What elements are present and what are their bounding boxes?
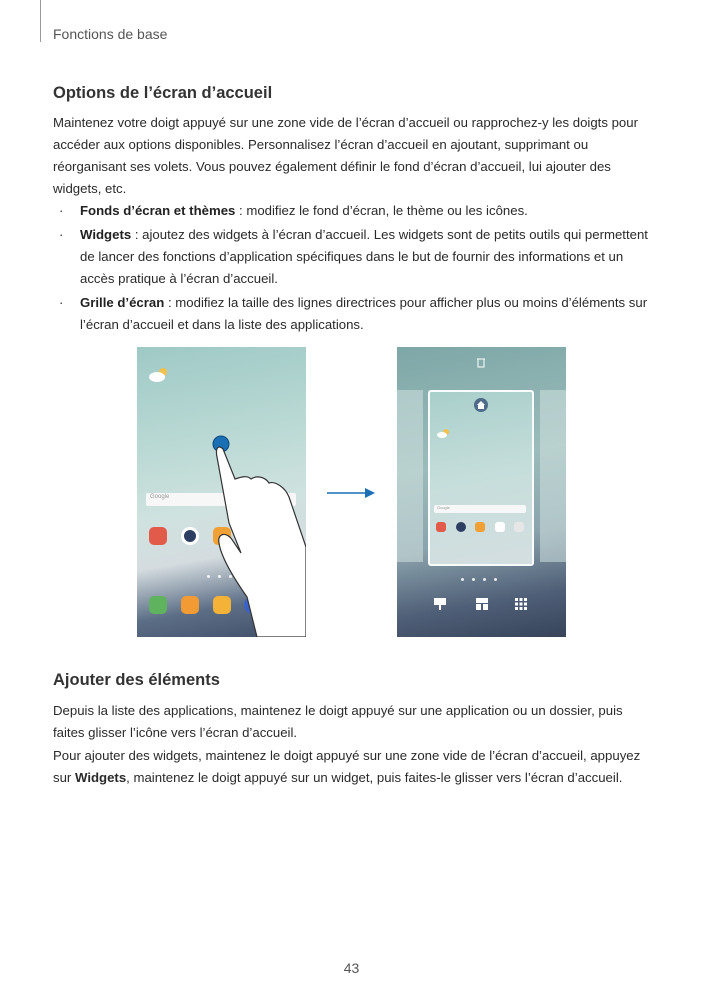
left-panel-preview bbox=[397, 390, 423, 562]
add-items-paragraph-1: Depuis la liste des applications, maintenez le doigt appuyé sur une application ou un dossier, puis faites glisser l’icône vers l’écran d’accueil. bbox=[53, 703, 623, 740]
email-app-icon bbox=[436, 522, 446, 532]
bullet-dot: · bbox=[59, 295, 64, 310]
folder-icon bbox=[514, 522, 524, 532]
list-item-widgets bbox=[53, 224, 653, 290]
section-title-home-options: Options de l’écran d’accueil bbox=[53, 84, 273, 102]
trash-icon bbox=[476, 356, 486, 368]
widgets-term: Widgets bbox=[74, 770, 127, 785]
app-row bbox=[436, 522, 524, 532]
widgets-option-icon[interactable] bbox=[475, 597, 489, 611]
search-bar-label: Google bbox=[437, 505, 450, 510]
paragraph-text: Pour ajouter des widgets, maintenez le doigt appuyé sur une zone vide de l’écran d’accueil, appuyez sur bbox=[53, 748, 641, 785]
list-item-wallpapers bbox=[53, 200, 653, 222]
bullet-text: : modifiez le fond d’écran, le thème ou les icônes. bbox=[235, 203, 528, 218]
add-items-paragraph-2 bbox=[53, 745, 653, 789]
home-edit-illustration bbox=[397, 347, 566, 637]
bullet-text: : ajoutez des widgets à l’écran d’accueil. Les widgets sont de petits outils qui permettent de lancer des fonctions d’application spécifiques dans le but de fournir des informations et un accès pratique à l’écran d’accueil. bbox=[80, 227, 648, 286]
wallpapers-option-icon[interactable] bbox=[433, 597, 447, 611]
bullet-term: Grille d’écran bbox=[80, 295, 165, 310]
section-title-add-items: Ajouter des éléments bbox=[53, 671, 220, 689]
bullet-dot: · bbox=[59, 227, 64, 242]
chapter-title: Fonctions de base bbox=[53, 26, 168, 42]
home-icon bbox=[474, 398, 488, 412]
bullet-term: Fonds d’écran et thèmes bbox=[80, 203, 236, 218]
paragraph-text: , maintenez le doigt appuyé sur un widget, puis faites-le glisser vers l’écran d’accueil. bbox=[126, 770, 623, 785]
bullet-term: Widgets bbox=[80, 227, 132, 242]
search-bar bbox=[434, 505, 526, 513]
camera-app-icon bbox=[456, 522, 466, 532]
panel-preview bbox=[428, 390, 534, 566]
bullet-dot: · bbox=[59, 203, 64, 218]
search-bar-label: Google bbox=[150, 494, 170, 500]
hand-pointer-icon bbox=[137, 347, 306, 637]
bullet-text: : modifiez la taille des lignes directrices pour afficher plus ou moins d’éléments sur l’écran d’accueil et dans la liste des applications. bbox=[80, 295, 648, 332]
page-indicator bbox=[461, 578, 497, 581]
galaxy-apps-icon bbox=[475, 522, 485, 532]
play-store-icon bbox=[495, 522, 505, 532]
right-panel-preview bbox=[540, 390, 566, 562]
screen-grid-option-icon[interactable] bbox=[514, 597, 528, 611]
weather-icon bbox=[436, 428, 450, 438]
header-rule bbox=[40, 0, 41, 42]
home-screen-illustration bbox=[137, 347, 306, 637]
arrow-right-icon bbox=[327, 487, 375, 499]
intro-paragraph: Maintenez votre doigt appuyé sur une zone vide de l’écran d’accueil ou rapprochez-y les doigts pour accéder aux options disponibles. Personnalisez l’écran d’accueil en ajoutant, supprimant ou réorganisant ses volets. Vous pouvez également définir le fond d’écran d’accueil, lui ajouter des widgets, etc. bbox=[53, 115, 638, 196]
options-list bbox=[53, 200, 653, 338]
list-item-screen-grid bbox=[53, 292, 653, 336]
page-number: 43 bbox=[343, 960, 360, 976]
